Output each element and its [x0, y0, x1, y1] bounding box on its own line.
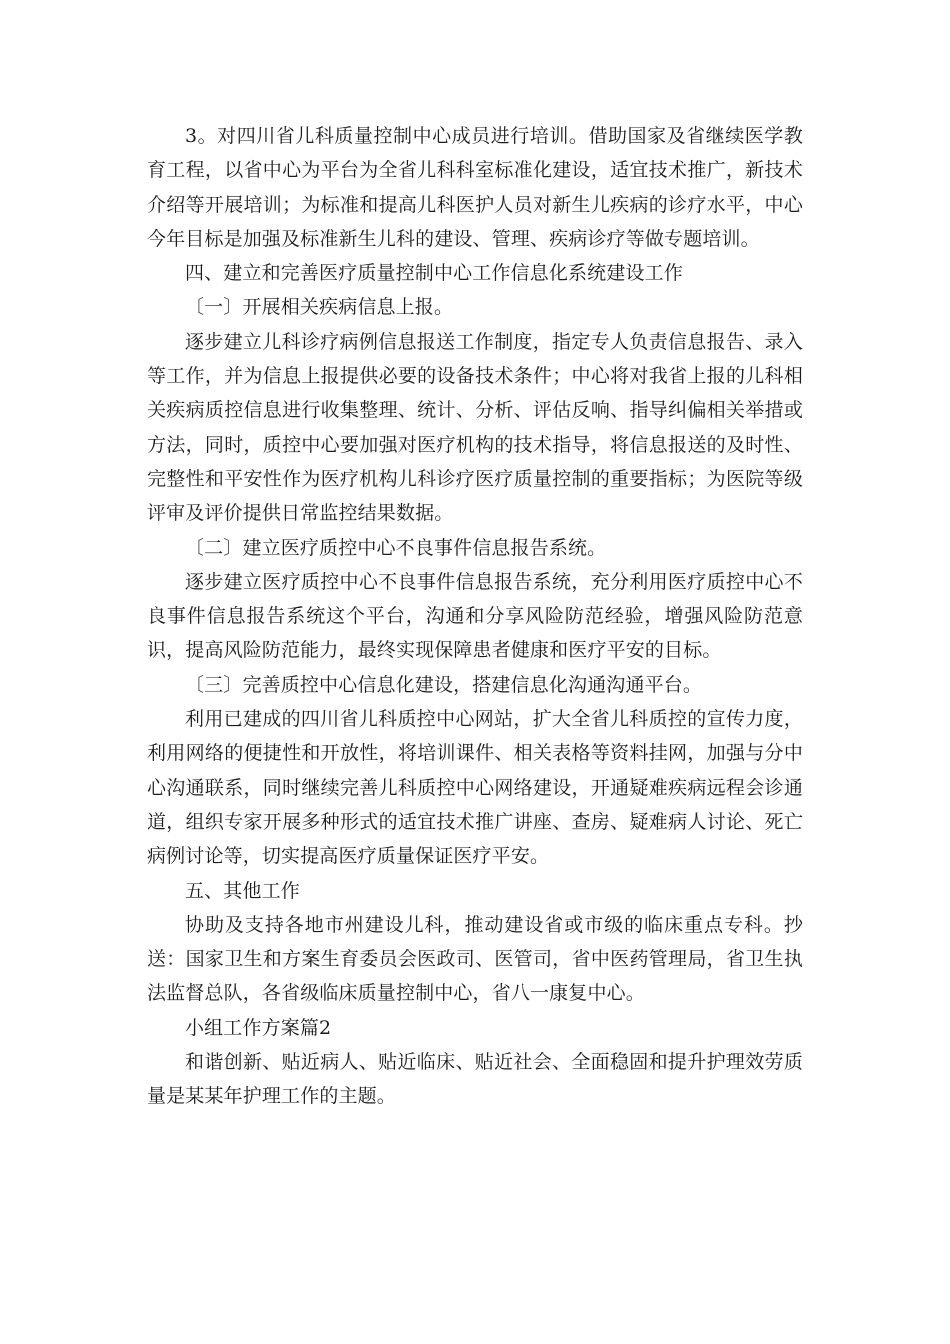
section-heading-informatization: 四、建立和完善医疗质量控制中心工作信息化系统建设工作: [185, 262, 683, 285]
subheading-disease-reporting: 〔一〕开展相关疾病信息上报。: [185, 296, 454, 319]
section-heading-plan-2: 小组工作方案篇2: [185, 1016, 332, 1039]
paragraph-disease-reporting: 逐步建立儿科诊疗病例信息报送工作制度，指定专人负责信息报告、录入等工作，并为信息上报提供必要的设备技术条件；中心将对我省上报的儿科相关疾病质控信息进行收集整理、统计、分析、评估反响、指导纠偏相关举措或方法，同时，质控中心要加强对医疗机构的技术指导，将信息报送的及时性、完整性和平安性作为医疗机构儿科诊疗医疗质量控制的重要指标；为医院等级评审及评价提供日常监控结果数据。: [147, 330, 803, 525]
subheading-adverse-events: 〔二〕建立医疗质控中心不良事件信息报告系统。: [185, 536, 607, 559]
paragraph-adverse-events: 逐步建立医疗质控中心不良事件信息报告系统，充分利用医疗质控中心不良事件信息报告系统这个平台，沟通和分享风险防范经验，增强风险防范意识，提高风险防范能力，最终实现保障患者健康和医疗平安的目标。: [147, 570, 803, 662]
paragraph-other-work: 协助及支持各地市州建设儿科，推动建设省或市级的临床重点专科。抄送：国家卫生和方案生育委员会医政司、医管司，省中医药管理局，省卫生执法监督总队，各省级临床质量控制中心，省八一康复中心。: [147, 913, 803, 1005]
paragraph-training: 3。对四川省儿科质量控制中心成员进行培训。借助国家及省继续医学教育工程，以省中心为平台为全省儿科科室标准化建设，适宜技术推广，新技术介绍等开展培训；为标准和提高儿科医护人员对新生儿疾病的诊疗水平，中心今年目标是加强及标准新生儿科的建设、管理、疾病诊疗等做专题培训。: [147, 125, 803, 250]
document-body: [147, 119, 803, 1114]
subheading-info-platform: 〔三〕完善质控中心信息化建设，搭建信息化沟通沟通平台。: [185, 673, 703, 696]
paragraph-info-platform: 利用已建成的四川省儿科质控中心网站，扩大全省儿科质控的宣传力度，利用网络的便捷性和开放性，将培训课件、相关表格等资料挂网，加强与分中心沟通联系，同时继续完善儿科质控中心网络建设，开通疑难疾病远程会诊通道，组织专家开展多种形式的适宜技术推广讲座、查房、疑难病人讨论、死亡病例讨论等，切实提高医疗质量保证医疗平安。: [147, 708, 803, 868]
section-heading-other-work: 五、其他工作: [185, 879, 300, 902]
paragraph-nursing-theme: 和谐创新、贴近病人、贴近临床、贴近社会、全面稳固和提升护理效劳质量是某某年护理工作的主题。: [147, 1051, 803, 1108]
